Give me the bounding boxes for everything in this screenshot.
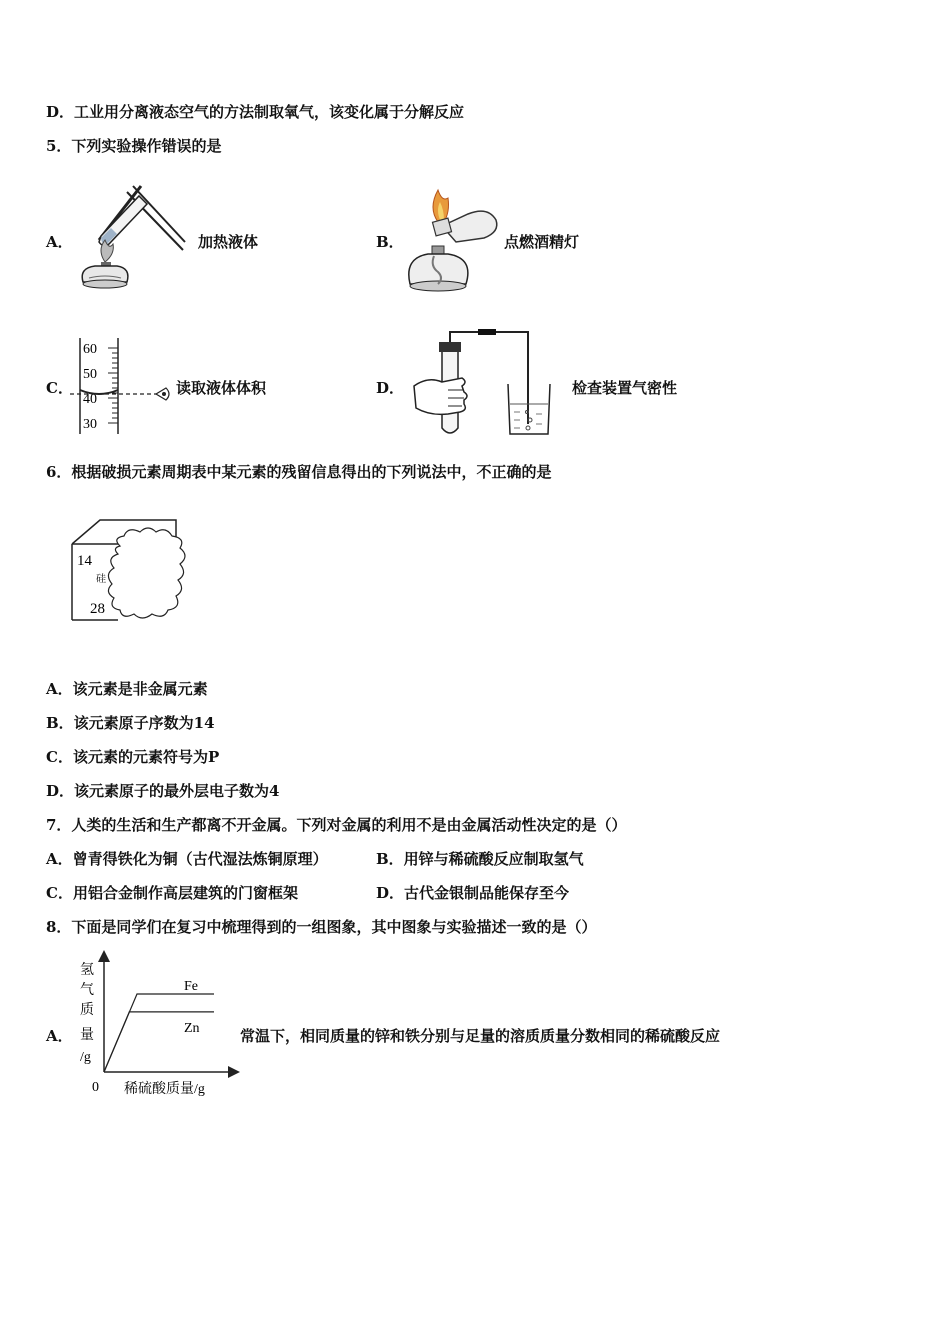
atomic-mass: 28 xyxy=(90,601,105,617)
q5-b-text: 点燃酒精灯 xyxy=(504,233,580,251)
heating-liquid-figure xyxy=(75,178,190,293)
hydrogen-mass-chart xyxy=(70,950,240,1100)
ylabel-char-4: /g xyxy=(80,1050,91,1065)
q5-b-letter[interactable]: B． xyxy=(376,233,404,251)
q6-option-c[interactable]: C．该元素的元素符号为P xyxy=(46,748,220,766)
airtightness-check-figure xyxy=(408,328,558,440)
q7-option-b[interactable]: B．用锌与稀硫酸反应制取氢气 xyxy=(376,850,584,868)
q7-option-d[interactable]: D．古代金银制品能保存至今 xyxy=(376,884,570,902)
tick-30: 30 xyxy=(83,417,97,432)
q5-c-text: 读取液体体积 xyxy=(176,379,267,397)
broken-element-tile xyxy=(68,516,190,626)
x-axis-label: 稀硫酸质量/g xyxy=(124,1082,205,1097)
tick-60: 60 xyxy=(83,342,97,357)
q5-stem: 5．下列实验操作错误的是 xyxy=(46,137,222,155)
ylabel-char-0: 氢 xyxy=(80,963,94,978)
ylabel-char-3: 量 xyxy=(80,1028,94,1043)
tick-50: 50 xyxy=(83,367,97,382)
q4-option-d: D．工业用分离液态空气的方法制取氧气，该变化属于分解反应 xyxy=(46,103,465,121)
q6-stem: 6．根据破损元素周期表中某元素的残留信息得出的下列说法中，不正确的是 xyxy=(46,463,552,481)
ylabel-char-2: 质 xyxy=(80,1003,94,1018)
q8-a-letter[interactable]: A． xyxy=(46,1027,73,1045)
q7-stem: 7．人类的生活和生产都离不开金属。下列对金属的利用不是由金属活动性决定的是（） xyxy=(46,816,627,834)
q6-option-b[interactable]: B．该元素原子序数为14 xyxy=(46,714,215,732)
series-label-fe: Fe xyxy=(184,979,198,994)
element-char: 硅 xyxy=(96,574,106,585)
q5-a-text: 加热液体 xyxy=(198,233,259,251)
q8-a-text: 常温下，相同质量的锌和铁分别与足量的溶质质量分数相同的稀硫酸反应 xyxy=(240,1027,721,1045)
q5-d-text: 检查装置气密性 xyxy=(572,379,678,397)
q8-stem: 8．下面是同学们在复习中梳理得到的一组图象，其中图象与实验描述一致的是（） xyxy=(46,918,597,936)
q5-c-letter[interactable]: C． xyxy=(46,379,73,397)
q6-option-d[interactable]: D．该元素原子的最外层电子数为4 xyxy=(46,782,280,800)
origin-label: 0 xyxy=(92,1080,99,1095)
tick-40: 40 xyxy=(83,392,97,407)
q6-option-a[interactable]: A．该元素是非金属元素 xyxy=(46,680,208,698)
lighting-lamp-figure xyxy=(404,186,504,294)
graduated-cylinder-figure xyxy=(70,336,180,436)
atomic-number: 14 xyxy=(77,553,92,569)
ylabel-char-1: 气 xyxy=(80,983,94,998)
q7-option-c[interactable]: C．用铝合金制作高层建筑的门窗框架 xyxy=(46,884,298,902)
series-label-zn: Zn xyxy=(184,1021,200,1036)
q7-option-a[interactable]: A．曾青得铁化为铜（古代湿法炼铜原理） xyxy=(46,850,328,868)
q5-d-letter[interactable]: D． xyxy=(376,379,405,397)
q5-a-letter[interactable]: A． xyxy=(46,233,73,251)
